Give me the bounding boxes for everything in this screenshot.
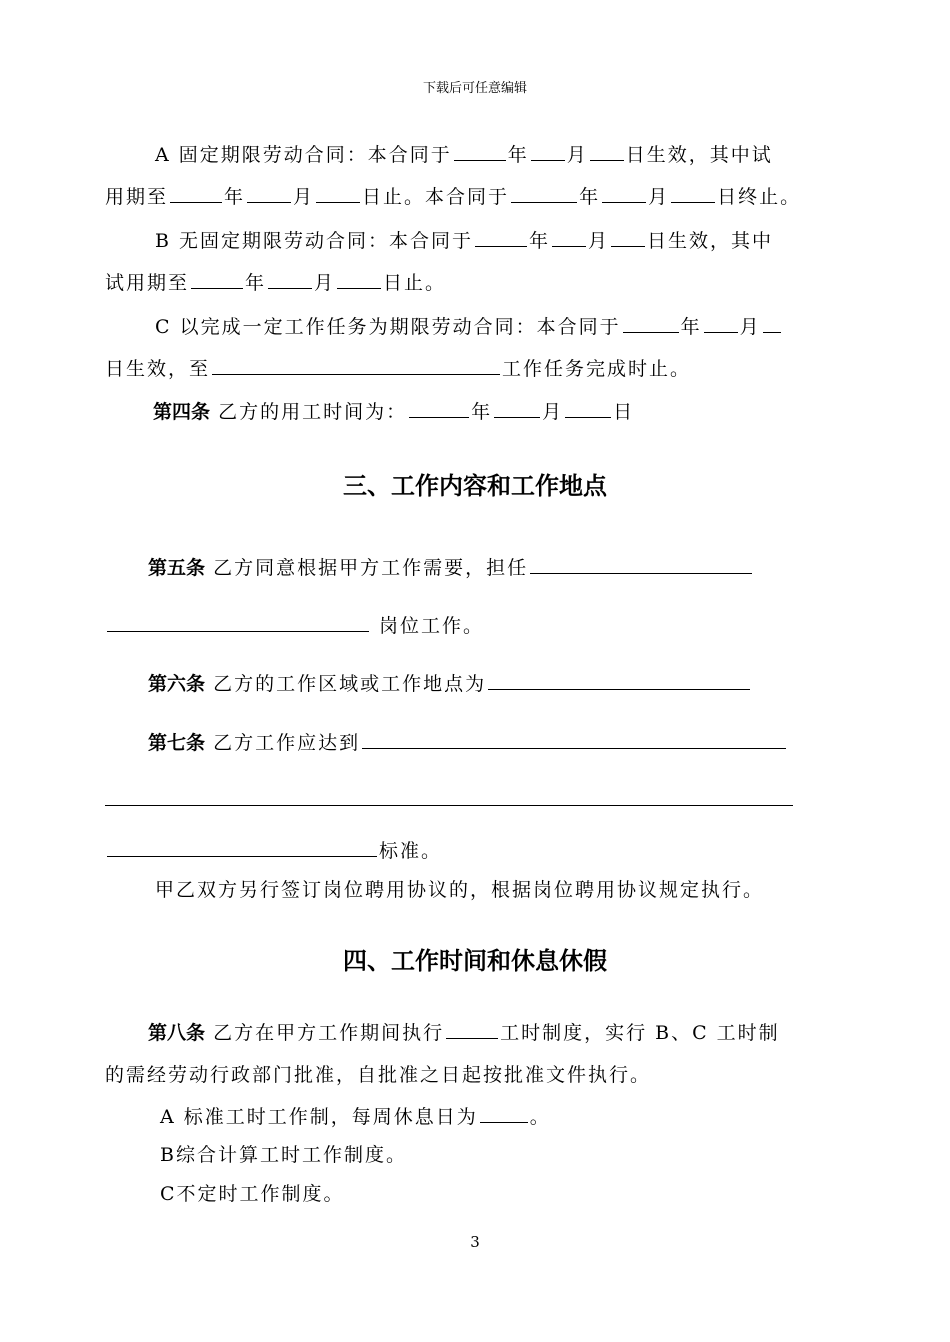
blank-month — [552, 228, 586, 247]
article-5-end: 岗位工作。 — [379, 615, 485, 637]
blank-rest-day — [480, 1104, 528, 1123]
clause-b-line2 — [105, 268, 446, 295]
article-7 — [148, 728, 788, 755]
clause-c-text: C 以完成一定工作任务为期限劳动合同：本合同于 — [155, 316, 621, 338]
article-6-title: 第六条 — [148, 673, 206, 695]
article-4 — [153, 397, 634, 424]
label-year: 年 — [529, 230, 551, 252]
blank-month — [704, 314, 738, 333]
blank-standard — [362, 730, 786, 749]
blank-day — [611, 228, 645, 247]
clause-a-line1 — [155, 140, 773, 167]
blank-standard-line2 — [105, 805, 793, 806]
article-4-title: 第四条 — [153, 401, 211, 423]
blank-work-hours — [446, 1020, 498, 1039]
label-year: 年 — [579, 186, 601, 208]
clause-b-probation: 试用期至 — [105, 272, 190, 294]
blank-month — [247, 184, 291, 203]
blank-day — [590, 142, 624, 161]
blank-task — [212, 356, 500, 375]
option-c: C不定时工作制度。 — [160, 1183, 345, 1205]
article-4-text: 乙方的用工时间为： — [218, 401, 408, 423]
label-month: 月 — [314, 272, 336, 294]
blank-year — [191, 270, 243, 289]
option-a-end: 。 — [529, 1106, 551, 1128]
article-7-line3 — [105, 836, 442, 863]
blank-month — [602, 184, 646, 203]
clause-b-text: B 无固定期限劳动合同：本合同于 — [155, 230, 474, 252]
label-year: 年 — [680, 316, 702, 338]
clause-b-line1 — [155, 226, 773, 253]
clause-c-effective: 日生效，至 — [105, 358, 211, 380]
label-month: 月 — [648, 186, 670, 208]
section-4-heading: 四、工作时间和休息休假 — [343, 947, 607, 975]
blank-month — [531, 142, 565, 161]
article-5-line2 — [105, 611, 484, 638]
blank-day — [316, 184, 360, 203]
blank-day — [337, 270, 381, 289]
page-header: 下载后可任意编辑 — [422, 81, 527, 96]
label-month: 月 — [293, 186, 315, 208]
blank-location — [488, 671, 750, 690]
section-3-heading: 三、工作内容和工作地点 — [343, 472, 607, 500]
blank-position-cont — [107, 613, 369, 632]
label-month: 月 — [566, 144, 588, 166]
article-8 — [148, 1018, 780, 1045]
clause-a-probation: 用期至 — [105, 186, 169, 208]
blank-day — [565, 399, 611, 418]
blank-year — [511, 184, 577, 203]
article-8-text-a: 乙方在甲方工作期间执行 — [213, 1022, 445, 1044]
clause-b-effective: 日生效，其中 — [647, 230, 774, 252]
article-8-title: 第八条 — [148, 1022, 206, 1044]
clause-a-line2 — [105, 182, 801, 209]
clause-b-end: 日止。 — [383, 272, 447, 294]
article-7-text: 乙方工作应达到 — [213, 732, 361, 754]
blank-year — [475, 228, 527, 247]
clause-a-effective: 日生效，其中试 — [625, 144, 773, 166]
label-year: 年 — [471, 401, 493, 423]
blank-position — [530, 555, 752, 574]
label-month: 月 — [588, 230, 610, 252]
label-year: 年 — [245, 272, 267, 294]
article-5-text: 乙方同意根据甲方工作需要，担任 — [213, 557, 529, 579]
clause-a-text: A 固定期限劳动合同：本合同于 — [155, 144, 452, 166]
blank-year — [454, 142, 506, 161]
option-a-text: A 标准工时工作制，每周休息日为 — [160, 1106, 478, 1128]
blank-year — [409, 399, 469, 418]
clause-c-line2 — [105, 354, 691, 381]
page-number: 3 — [470, 1233, 480, 1251]
label-month: 月 — [542, 401, 564, 423]
agreement-note: 甲乙双方另行签订岗位聘用协议的，根据岗位聘用协议规定执行。 — [155, 879, 765, 901]
label-year: 年 — [224, 186, 246, 208]
article-8-text-b: 工时制度，实行 B、C 工时制 — [500, 1022, 780, 1044]
blank-year — [623, 314, 679, 333]
clause-c-end: 工作任务完成时止。 — [502, 358, 692, 380]
article-7-title: 第七条 — [148, 732, 206, 754]
blank-day — [671, 184, 715, 203]
clause-a-contract-end: 日止。本合同于 — [362, 186, 510, 208]
option-a — [160, 1102, 551, 1129]
label-month: 月 — [739, 316, 761, 338]
blank-standard-cont — [107, 838, 377, 857]
clause-a-terminate: 日终止。 — [717, 186, 802, 208]
article-8-line2: 的需经劳动行政部门批准，自批准之日起按批准文件执行。 — [105, 1064, 652, 1086]
article-5 — [148, 553, 754, 580]
clause-c-line1 — [155, 312, 783, 339]
article-6-text: 乙方的工作区域或工作地点为 — [213, 673, 487, 695]
article-6 — [148, 669, 752, 696]
blank-month — [268, 270, 312, 289]
label-year: 年 — [507, 144, 529, 166]
label-day: 日 — [613, 401, 635, 423]
article-7-end: 标准。 — [379, 840, 443, 862]
blank-month — [494, 399, 540, 418]
option-b: B综合计算工时工作制度。 — [160, 1144, 407, 1166]
article-5-title: 第五条 — [148, 557, 206, 579]
blank-day — [763, 314, 781, 333]
blank-year — [170, 184, 222, 203]
